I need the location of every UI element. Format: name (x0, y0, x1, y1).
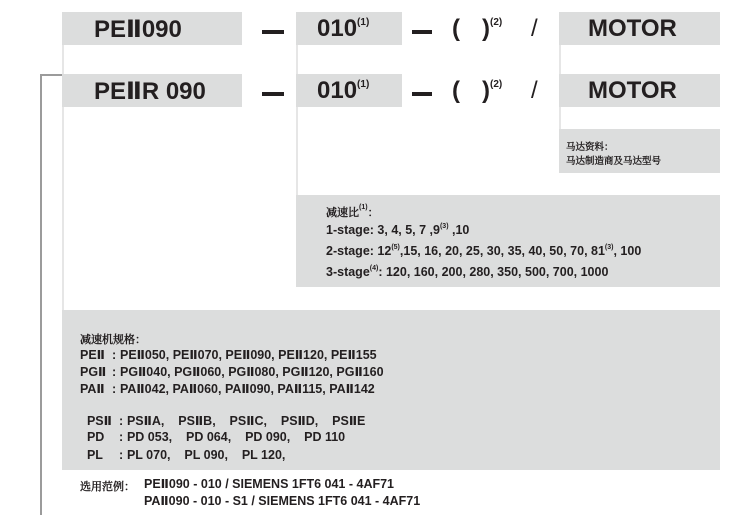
spec-row-4-sep: : (118, 430, 124, 444)
stage3-label: 3-stage (326, 265, 370, 279)
spec-row-3-values: PSⅡA, PSⅡB, PSⅡC, PSⅡD, PSⅡE (126, 414, 366, 428)
row1-model: PEⅡ090 (94, 16, 182, 43)
ratio-title-colon: ： (367, 207, 379, 219)
spec-row-5-values: PL 070, PL 090, PL 120, (126, 448, 286, 462)
stage2-values-c: , 100 (613, 244, 642, 258)
spec-row-0 (80, 347, 377, 362)
spec-row-5 (80, 434, 285, 462)
row1-paren-note: (2) (490, 17, 503, 28)
row1-dash-1 (262, 30, 284, 34)
row2-paren-note: (2) (490, 79, 503, 90)
stripe-motor (559, 45, 561, 74)
stage2-values-a: 12 (377, 244, 392, 258)
stage1-note: (3) (439, 223, 449, 230)
spec-row-1-label: PGⅡ (80, 365, 107, 379)
row1-option (452, 15, 502, 43)
ratio-column-edge (296, 107, 298, 195)
example-title: 选用范例： (80, 481, 135, 493)
spec-row-1 (80, 364, 384, 379)
bracket-line-left (40, 74, 42, 515)
spec-row-2-label: PAⅡ (80, 382, 105, 396)
spec-row-5-label: PL (86, 448, 103, 462)
row2-slash: / (531, 77, 538, 104)
spec-row-0-values: PEⅡ050, PEⅡ070, PEⅡ090, PEⅡ120, PEⅡ155 (120, 348, 377, 362)
row2-paren-close: ) (482, 77, 490, 104)
motor-info-desc: 马达制造商及马达型号 (566, 156, 662, 167)
row2-paren-open: ( (452, 77, 460, 104)
row1-ratio-value: 010 (317, 15, 358, 42)
row2-motor: MOTOR (588, 77, 677, 104)
example-line-1: PEⅡ090 - 010 / SIEMENS 1FT6 041 - 4AF71 (144, 477, 395, 491)
stripe-ratio (296, 45, 298, 74)
spec-row-3-sep: : (118, 414, 124, 428)
stage2-note-2: (3) (604, 244, 614, 251)
stage2-note-1: (5) (391, 244, 400, 251)
spec-row-2 (80, 381, 375, 396)
row1-paren-close: ) (482, 15, 490, 42)
row2-ratio-note: (1) (357, 79, 370, 90)
spec-row-5-sep: : (118, 448, 124, 462)
row2-dash-1 (262, 92, 284, 96)
spec-row-3-label: PSⅡ (86, 414, 112, 428)
row1-motor: MOTOR (588, 15, 677, 42)
row2-ratio-value: 010 (317, 77, 358, 104)
row2-ratio (317, 77, 369, 105)
ratio-stage2 (326, 244, 641, 258)
stage2-values-b: ,15, 16, 20, 25, 30, 35, 40, 50, 70, 81 (399, 244, 605, 258)
stage1-values-b: ,10 (448, 223, 470, 237)
example-line-2: PAⅡ090 - 010 - S1 / SIEMENS 1FT6 041 - 4AF71 (144, 494, 421, 508)
spec-row-2-values: PAⅡ042, PAⅡ060, PAⅡ090, PAⅡ115, PAⅡ142 (120, 382, 375, 396)
model-column-edge (62, 107, 64, 310)
ratio-stage1 (326, 223, 469, 237)
row2-option (452, 77, 502, 105)
stage3-note: (4) (369, 265, 379, 272)
spec-row-2-sep: : (112, 382, 117, 396)
spec-title: 减速机规格： (80, 334, 146, 346)
spec-row-0-sep: : (112, 348, 117, 362)
ratio-title (326, 204, 379, 220)
ratio-title-text: 减速比 (326, 207, 359, 219)
stage2-label: 2-stage: (326, 244, 374, 258)
spec-row-4-label: PD (86, 430, 105, 444)
ratio-title-note: (1) (359, 204, 368, 211)
spec-row-1-values: PGⅡ040, PGⅡ060, PGⅡ080, PGⅡ120, PGⅡ160 (120, 365, 384, 379)
row1-dash-2 (412, 30, 432, 34)
stage1-label: 1-stage: (326, 223, 374, 237)
bracket-line-top (40, 74, 62, 76)
row2-dash-2 (412, 92, 432, 96)
motor-info-title: 马达资料： (566, 142, 614, 153)
row1-ratio-note: (1) (357, 17, 370, 28)
spec-row-0-label: PEⅡ (80, 348, 105, 362)
stripe-model (62, 45, 64, 74)
row1-ratio (317, 15, 369, 43)
spec-row-1-sep: : (112, 365, 117, 379)
stage3-values: : 120, 160, 200, 280, 350, 500, 700, 1000 (378, 265, 609, 279)
stage1-values-a: 3, 4, 5, 7 ,9 (377, 223, 440, 237)
row2-model: PEⅡR 090 (94, 78, 206, 105)
ratio-stage3 (326, 265, 608, 279)
row1-slash: / (531, 15, 538, 42)
motor-column-edge (559, 107, 561, 129)
spec-row-4-values: PD 053, PD 064, PD 090, PD 110 (126, 430, 346, 444)
row1-paren-open: ( (452, 15, 460, 42)
